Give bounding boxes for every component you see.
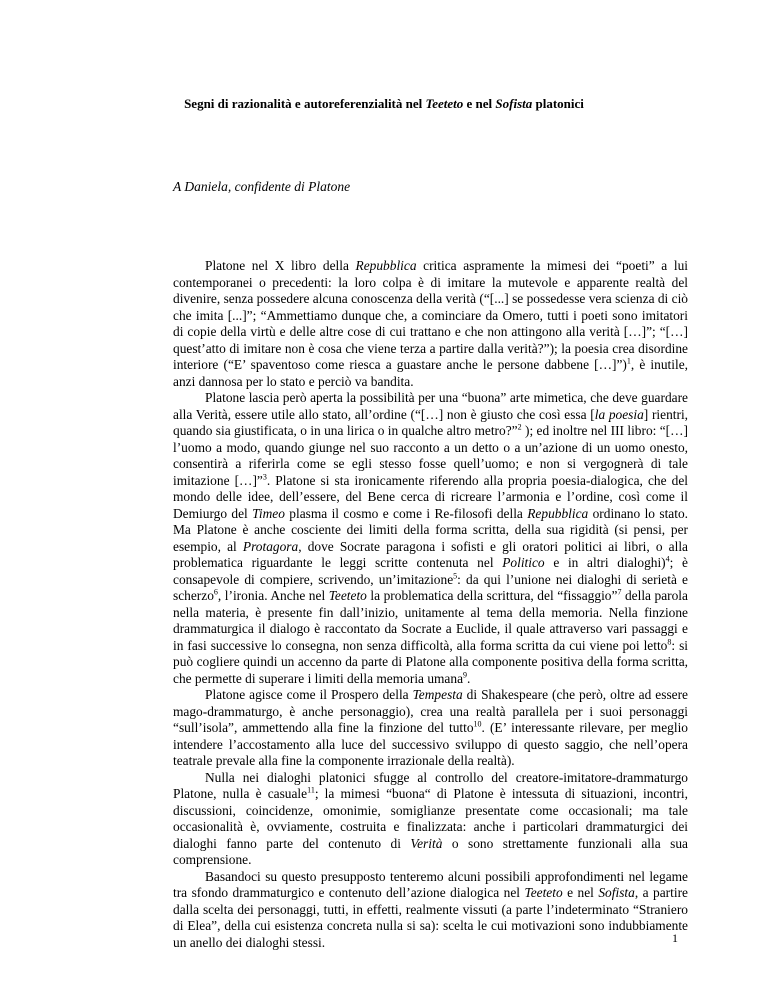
- title-italic: Teeteto: [425, 96, 464, 111]
- text-run: di Shakespeare (che però, oltre ad essere mago-drammaturgo, è anche personaggio), crea una realtà parallela per i suoi personaggi “sull’isola”, ammettendo alla fine la finzione del tutto: [173, 687, 688, 735]
- text-run: .: [467, 670, 471, 686]
- text-run: Platone agisce come il Prospero della: [205, 687, 413, 702]
- paragraph-2: [173, 390, 688, 687]
- footnote-ref: 9: [463, 670, 468, 680]
- text-run: . Platone si sta ironicamente riferendo alla propria poesia-dialogica, che del mondo delle idee, dell’essere, del Bene cerca di ricreare l’armonia e l’ordine, così come il Demiurgo del: [173, 472, 688, 521]
- italic-run: Timeo: [252, 505, 285, 521]
- italic-run: Protagora: [242, 538, 299, 554]
- italic-run: Repubblica: [355, 258, 417, 273]
- text-run: Nulla nei dialoghi platonici sfugge al controllo del creatore-imitatore-drammaturgo Platone, nulla è casuale: [173, 769, 688, 801]
- text-run: . (E’ interessante rilevare, per meglio intendere l’accostamento alla luce del successivo sviluppo di questo saggio, che nell’opera teatrale prevale alla fine la componente irrazionale della realtà).: [173, 720, 689, 768]
- title-text: e nel: [463, 96, 496, 111]
- text-run: ); ed inoltre nel III libro: “[…] l’uomo a modo, quando giunge nel suo racconto a un detto o a un’azione di un uomo onesto, consentirà a riferirla come se egli stesso fosse quell’uomo; e non si vergognerà di tale imitazione […]”: [173, 423, 688, 488]
- italic-run: Sofista: [598, 885, 635, 900]
- footnote-ref: 10: [473, 719, 482, 729]
- footnote-ref: 11: [307, 785, 315, 795]
- italic-run: Teeteto: [328, 588, 367, 603]
- text-run: , è inutile, anzi dannosa per lo stato e perciò va bandita.: [173, 357, 688, 389]
- paragraph-5: [173, 869, 688, 952]
- footnote-ref: 7: [617, 587, 622, 597]
- footnote-ref: 5: [453, 571, 458, 581]
- text-run: della parola nella materia, è presente fin dall’inizio, unitamente al tema della memoria. Nella finzione drammaturgica il dialogo è raccontato da Socrate a Euclide, il quale attraverso vari passaggi e in fasi successive lo consegna, non senza difficoltà, alla forma scritta da cui viene poi letto: [173, 588, 688, 653]
- text-run: e in altri dialoghi): [544, 555, 666, 570]
- text-run: Platone lascia però aperta la possibilità per una “buona” arte mimetica, che deve guardare alla Verità, essere utile allo stato, all’ordine (“[…] non è giusto che così essa [: [173, 390, 688, 422]
- text-run: ] rientri, quando sia giustificata, o in una lirica o in qualche altro metro?”: [173, 406, 689, 438]
- body-text: [173, 258, 688, 951]
- title-italic: Sofista: [495, 96, 533, 111]
- italic-run: Teeteto: [524, 885, 563, 900]
- paragraph-4: [173, 770, 688, 869]
- text-run: , a partire dalla scelta dei personaggi, tutti, in effetti, realmente vissuti (a parte l’indeterminato “Straniero di Elea”, della cui esistenza concreta nulla si sa): scelta le cui motivazioni sono indubbiamente un anello dei dialoghi stessi.: [173, 885, 688, 950]
- text-run: , dove Socrate paragona i sofisti e gli oratori politici ai libri, o alla problematica riguardante le leggi scritte contenuta nel: [173, 538, 688, 570]
- dedication: A Daniela, confidente di Platone: [173, 179, 351, 194]
- footnote-ref: 2: [517, 422, 522, 432]
- text-run: Platone nel X libro della: [205, 258, 356, 273]
- text-run: ; è consapevole di compiere, scrivendo, un’imitazione: [173, 555, 689, 587]
- text-run: e nel: [562, 885, 599, 900]
- paragraph-3: [173, 687, 688, 770]
- italic-run: Verità: [410, 835, 443, 851]
- text-run: critica aspramente la mimesi dei “poeti” a lui contemporanei o precedenti: la loro colpa è di imitare la mutevole e apparente realtà del divenire, senza possedere alcuna conoscenza della verità (“[...] se possedesse vera scienza di ciò che imita [...]”; “Ammettiamo dunque che, a cominciare da Omero, tutti i poeti sono imitatori di copie della virtù e delle altre cose di cui trattano e che non attingono alla verità […]”; “[…] quest’atto di imitare non è cosa che viene terza a partire dalla verità?”); la poesia crea disordine interiore (“E’ spaventoso come riesca a guastare anche le persone dabbene […]”): [173, 258, 688, 372]
- footnote-ref: 4: [665, 554, 670, 564]
- text-run: ordinano lo stato. Ma Platone è anche cosciente dei limiti della forma scritta, della sua rigidità (si pensi, per esempio, al: [173, 505, 688, 554]
- text-run: , l’ironia. Anche nel: [217, 588, 329, 603]
- italic-run: la poesia: [594, 406, 644, 422]
- title-text: platonici: [532, 96, 584, 111]
- text-run: o sono strettamente funzionali alla sua comprensione.: [173, 835, 688, 867]
- document-title: [0, 96, 768, 112]
- footnote-ref: 3: [262, 472, 267, 482]
- title-text: Segni di razionalità e autoreferenzialità nel: [184, 96, 426, 111]
- text-run: la problematica della scrittura, del “fissaggio”: [366, 588, 618, 603]
- text-run: plasma il cosmo e come i Re-filosofi della: [284, 505, 528, 521]
- page-number: 1: [672, 931, 678, 945]
- paragraph-1: [173, 258, 688, 390]
- footnote-ref: 1: [626, 356, 631, 366]
- text-run: Basandoci su questo presupposto tenteremo alcuni possibili approfondimenti nel legame tra sfondo drammaturgico e contenuto dell’azione dialogica nel: [173, 868, 688, 900]
- footnote-ref: 6: [213, 587, 218, 597]
- footnote-ref: 8: [667, 637, 672, 647]
- italic-run: Politico: [502, 555, 545, 570]
- text-run: ; la mimesi “buona“ di Platone è intessuta di situazioni, incontri, discussioni, coincidenze, omonimie, somiglianze presentate come occasionali; ma tale occasionalità è, ovviamente, costruita e finalizzata: anche i particolari drammaturgici dei dialoghi fanno parte del contenuto di: [173, 786, 688, 851]
- italic-run: Tempesta: [412, 687, 463, 702]
- text-run: : si può cogliere quindi un accenno da parte di Platone alla componente positiva della forma scritta, che permette di superare i limiti della memoria umana: [173, 637, 688, 686]
- italic-run: Repubblica: [527, 505, 589, 521]
- text-run: : da qui l’unione nei dialoghi di serietà e scherzo: [173, 571, 688, 603]
